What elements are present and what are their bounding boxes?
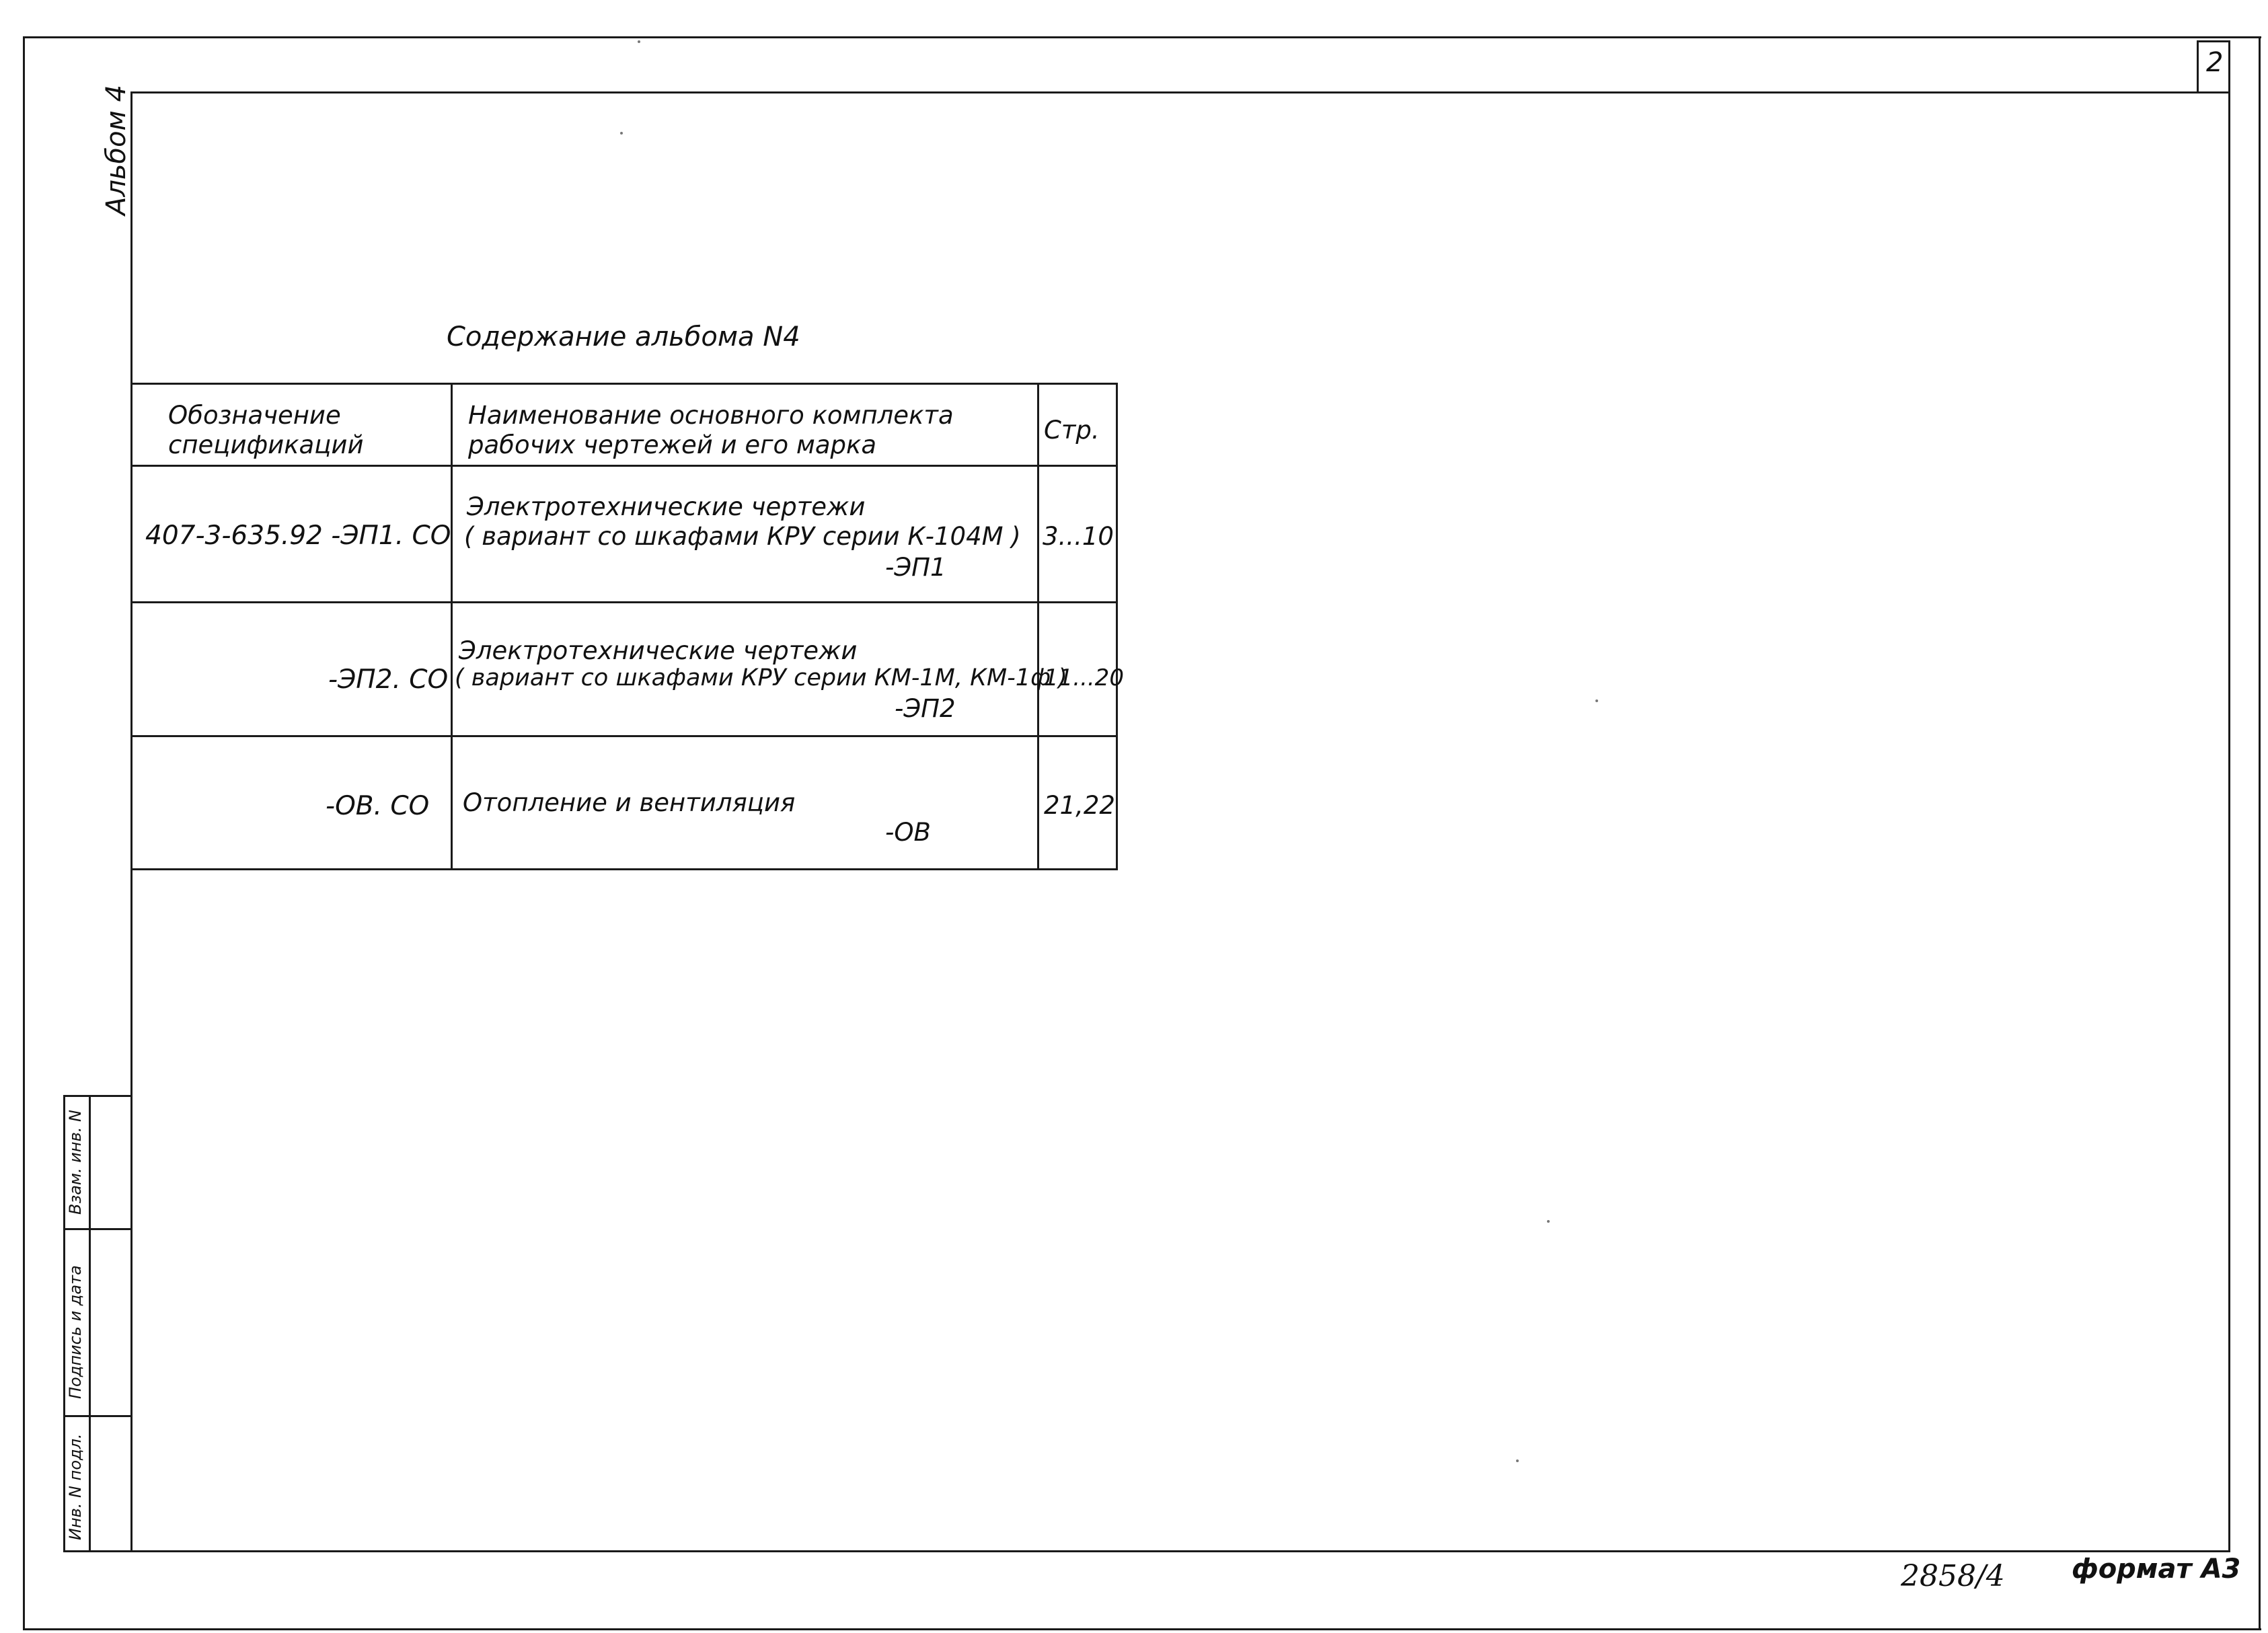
album-label: Альбом 4	[101, 85, 132, 215]
scan-speck	[1595, 699, 1598, 702]
page-number: 2	[2206, 47, 2224, 78]
row-1-designation: 407-3-635.92 -ЭП1. СО	[145, 521, 451, 551]
row-1-mark: -ЭП1	[885, 553, 946, 582]
row-2-name-line1: Электротехнические чертежи	[459, 636, 858, 665]
stamp-label-replacement: Взам. инв. N	[66, 1110, 85, 1215]
row-3-mark: -ОВ	[885, 818, 931, 847]
archive-number: 2858/4	[1901, 1559, 2005, 1593]
stamp-label-inventory: Инв. N подл.	[66, 1433, 85, 1540]
scan-speck	[638, 40, 640, 43]
header-name-line2: рабочих чертежей и его марка	[468, 430, 877, 459]
row-2-name-line2: ( вариант со шкафами КРУ серии КМ-1М, КМ-1ф )	[455, 664, 1067, 691]
row-1-name-line1: Электротехнические чертежи	[467, 492, 866, 521]
header-page: Стр.	[1044, 416, 1100, 445]
row-3-name-line1: Отопление и вентиляция	[463, 788, 796, 817]
scan-speck	[1516, 1459, 1519, 1462]
row-3-designation: -ОВ. СО	[326, 791, 430, 821]
row-2-designation: -ЭП2. СО	[328, 664, 449, 695]
contents-title: Содержание альбома N4	[447, 321, 800, 352]
row-3-pages: 21,22	[1044, 791, 1115, 820]
format-label: формат А3	[2072, 1554, 2241, 1585]
row-1-pages: 3...10	[1043, 522, 1114, 551]
row-1-name-line2: ( вариант со шкафами КРУ серии К-104М )	[464, 522, 1021, 551]
scan-speck	[1547, 1220, 1550, 1223]
row-2-mark: -ЭП2	[895, 694, 956, 723]
header-designation-line1: Обозначение	[168, 401, 341, 430]
row-2-pages: 11...20	[1044, 664, 1124, 691]
stamp-label-signature: Подпись и дата	[66, 1265, 85, 1399]
header-name-line1: Наименование основного комплекта	[468, 401, 954, 430]
scan-speck	[620, 132, 623, 135]
header-designation-line2: спецификаций	[168, 430, 364, 459]
